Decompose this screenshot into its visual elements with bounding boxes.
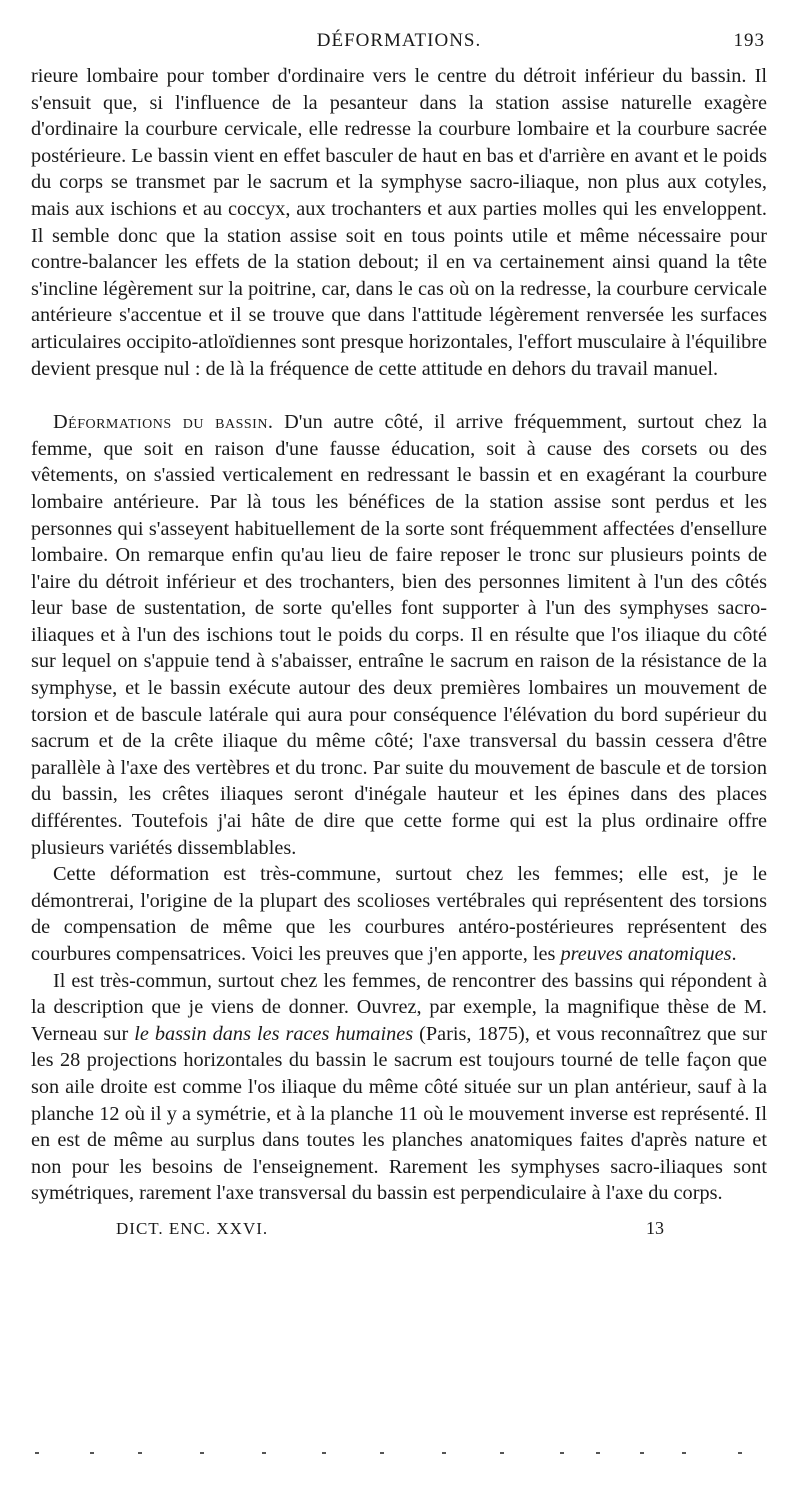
page-header [31,0,767,60]
book-page [31,0,767,1243]
paragraph-il-est-tres-commun [31,968,767,1207]
paragraph-body: D'un autre côté, il arrive fréquemment, surtout chez la femme, que soit en raison d'une fausse éducation, soit à cause des corsets ou des vêtements, on s'assied verticalement en redressant le bassin et en exagérant la courbure lombaire antérieure. Par là tous les bénéfices de la station assise sont perdus et les personnes qui s'asseyent habituellement de la sorte sont fréquemment affectées d'ensellure lombaire. On remarque enfin qu'au lieu de faire reposer le tronc sur plusieurs points de l'aire du détroit inférieur et des trochanters, bien des personnes limitent à l'un des côtés leur base de sustentation, de sorte qu'elles font supporter à l'un des symphyses sacro-iliaques et à l'un des ischions tout le poids du corps. Il en résulte que l'os iliaque du côté sur lequel on s'appuie tend à s'abaisser, entraîne le sacrum en raison de la résistance de la symphyse, et le bassin exécute autour des deux premières lombaires un mouvement de torsion et de bascule latérale qui aura pour conséquence l'élévation du bord supérieur du sacrum et de la crête iliaque du même côté; l'axe transversal du bassin cessera d'être parallèle à l'axe des vertèbres et du tronc. Par suite du mouvement de bascule et de torsion du bassin, les crêtes iliaques seront d'inégale hauteur et les épines dans des places différentes. Toutefois j'ai hâte de dire que cette forme qui est la plus ordinaire offre plusieurs variétés dissemblables. [31,411,768,859]
paragraph-cette-deformation [31,861,767,967]
paragraph-body-continued: (Paris, 1875), et vous reconnaîtrez que sur les 28 projections horizontales du bassin le sacrum est toujours tourné de telle façon que son aile droite est comme l'os iliaque du même côté située sur un plan antérieur, sauf à la planche 12 où il y a symétrie, et à la planche 11 où le mouvement inverse est représenté. Il en est de même au surplus dans toutes les planches anatomiques faites d'après nature et non pour les besoins de l'enseignement. Rarement les symphyses sacro-iliaques sont symétriques, rarement l'axe transversal du bassin est perpendiculaire à l'axe du corps. [31,1022,767,1205]
section-heading: Déformations du bassin. [53,411,274,434]
italic-phrase: preuves anatomiques [560,943,732,965]
book-title-italic: le bassin dans les races humaines [134,1022,414,1045]
paragraph-body: Cette déformation est très-commune, surtout chez les femmes; elle est, je le démontrerai, l'origine de la plupart des scolioses vertébrales qui représentent des torsions de compensation de même que les courbures antéro-postérieures représentent des courbures compensatrices. Voici les preuves que j'en apporte, les [31,863,767,965]
paragraph-deformations-du-bassin [31,409,767,861]
paragraph-body: Il est très-commun, surtout chez les femmes, de rencontrer des bassins qui répondent à la description que je viens de donner. Ouvrez, par exemple, la magnifique thèse de M. Verneau sur [31,969,767,1045]
printer-signature: DICT. ENC. XXVI. [116,1218,269,1238]
paragraph-end: . [731,943,737,965]
sheet-number: 13 [646,1217,664,1238]
page-footer [31,1213,767,1243]
scan-specks [30,1452,770,1458]
running-title: DÉFORMATIONS. [316,30,482,51]
page-number: 193 [733,30,765,51]
paragraph-continuation: rieure lombaire pour tomber d'ordinaire vers le centre du détroit inférieur du bassin. Il s'ensuit que, si l'influence de la pesanteur dans la station assise naturelle exagère d'ordinaire la courbure cervicale, elle redresse la courbure lombaire et la courbure sacrée postérieure. Le bassin vient en effet basculer de haut en bas et d'arrière en avant et le poids du corps se transmet par le sacrum et la symphyse sacro-iliaque, non plus aux cotyles, mais aux ischions et au coccyx, aux trochanters et aux parties molles qui les enveloppent. Il semble donc que la station assise soit en tous points utile et même nécessaire pour contre-balancer les effets de la station debout; il en va certainement ainsi quand la tête s'incline légèrement sur la poitrine, car, dans le cas où on la redresse, la courbure cervicale antérieure s'accentue et il se trouve que dans l'attitude légèrement renversée les surfaces articulaires occipito-atloïdiennes sont presque horizontales, l'effort musculaire à l'équilibre devient presque nul : de là la fréquence de cette attitude en dehors du travail manuel. [31,65,767,380]
